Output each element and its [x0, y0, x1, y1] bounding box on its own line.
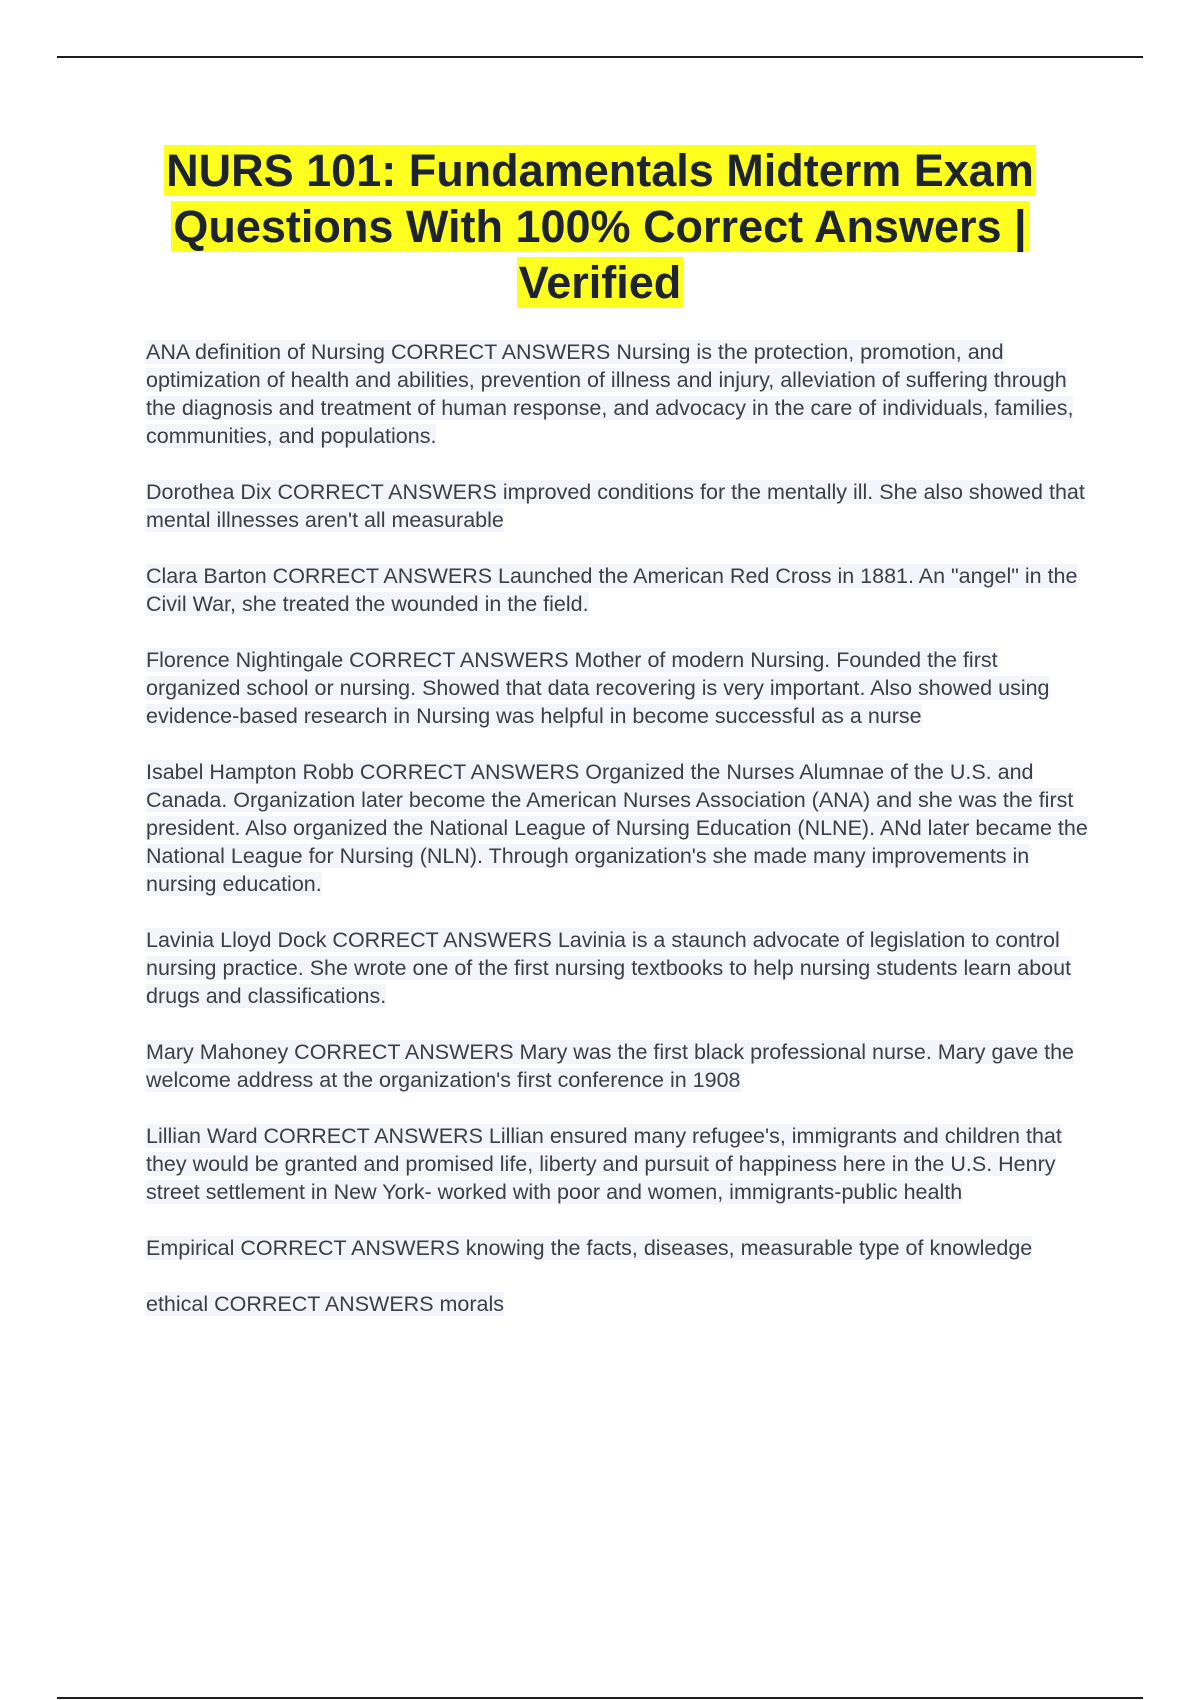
entry-dorothea-dix: [146, 478, 1096, 534]
entry-text: Dorothea Dix CORRECT ANSWERS improved conditions for the mentally ill. She also showed that mental illnesses aren't all measurable: [146, 480, 1085, 532]
entry-text: ANA definition of Nursing CORRECT ANSWERS Nursing is the protection, promotion, and optimization of health and abilities, prevention of illness and injury, alleviation of suffering through the diagnosis and treatment of human response, and advocacy in the care of individuals, families, communities, and populations.: [146, 340, 1074, 448]
title-block: [100, 143, 1100, 311]
entry-text: Clara Barton CORRECT ANSWERS Launched the American Red Cross in 1881. An "angel" in the Civil War, she treated the wounded in the field.: [146, 564, 1078, 616]
bottom-rule: [57, 1697, 1143, 1699]
entry-text: Isabel Hampton Robb CORRECT ANSWERS Organized the Nurses Alumnae of the U.S. and Canada. Organization later become the American Nurses Association (ANA) and she was the first president. Also organized the National League of Nursing Education (NLNE). ANd later became the National League for Nursing (NLN). Through organization's she made many improvements in nursing education.: [146, 760, 1088, 896]
entry-text: Lavinia Lloyd Dock CORRECT ANSWERS Lavinia is a staunch advocate of legislation to control nursing practice. She wrote one of the first nursing textbooks to help nursing students learn about drugs and classifications.: [146, 928, 1072, 1008]
top-rule: [57, 56, 1143, 58]
entry-isabel-hampton-robb: [146, 758, 1096, 898]
entry-text: Empirical CORRECT ANSWERS knowing the facts, diseases, measurable type of knowledge: [146, 1236, 1033, 1260]
entry-mary-mahoney: [146, 1038, 1096, 1094]
entry-text: Mary Mahoney CORRECT ANSWERS Mary was the first black professional nurse. Mary gave the welcome address at the organization's first conference in 1908: [146, 1040, 1075, 1092]
entry-text: Florence Nightingale CORRECT ANSWERS Mother of modern Nursing. Founded the first organized school or nursing. Showed that data recovering is very important. Also showed using evidence-based research in Nursing was helpful in become successful as a nurse: [146, 648, 1050, 728]
entry-ana-definition: [146, 338, 1096, 450]
entries-list: [146, 338, 1096, 1346]
entry-clara-barton: [146, 562, 1096, 618]
entry-text: Lillian Ward CORRECT ANSWERS Lillian ensured many refugee's, immigrants and children that they would be granted and promised life, liberty and pursuit of happiness here in the U.S. Henry street settlement in New York- worked with poor and women, immigrants-public health: [146, 1124, 1062, 1204]
document-title: NURS 101: Fundamentals Midterm Exam Questions With 100% Correct Answers | Verified: [166, 145, 1034, 308]
entry-ethical: [146, 1290, 1096, 1318]
entry-florence-nightingale: [146, 646, 1096, 730]
entry-text: ethical CORRECT ANSWERS morals: [146, 1292, 505, 1316]
entry-empirical: [146, 1234, 1096, 1262]
entry-lavinia-lloyd-dock: [146, 926, 1096, 1010]
entry-lillian-ward: [146, 1122, 1096, 1206]
